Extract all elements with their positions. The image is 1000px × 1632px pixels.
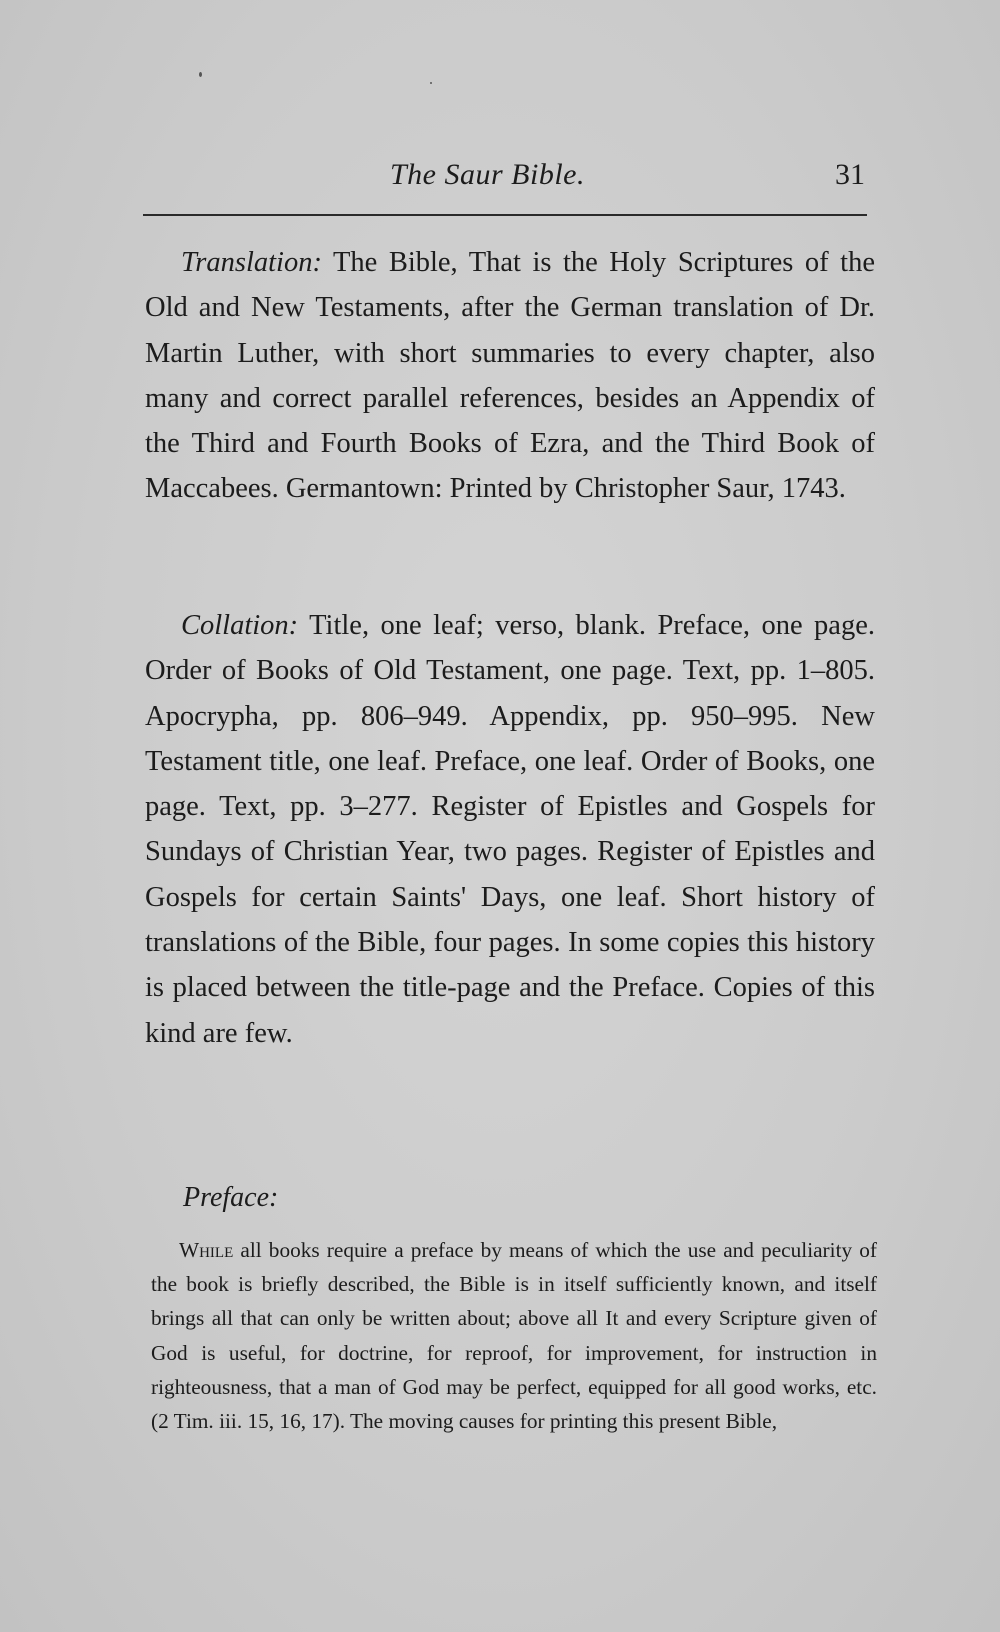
paper-speck	[430, 82, 432, 84]
preface-heading: Preface:	[183, 1182, 279, 1213]
preface-first-word: While	[179, 1238, 234, 1262]
translation-label: Translation:	[181, 247, 322, 278]
running-title: The Saur Bible.	[390, 158, 585, 191]
collation-text: Title, one leaf; verso, blank. Preface, one page. Order of Books of Old Testament, one page. Text, pp. 1–805. Apocrypha, pp. 806–949. Appendix, pp. 950–995. New Testament title, one leaf. Preface, one leaf. Order of Books, one page. Text, pp. 3–277. Register of Epistles and Gospels for Sundays of Christian Year, two pages. Register of Epistles and Gospels for certain Saints' Days, one leaf. Short history of translations of the Bible, four pages. In some copies this history is placed between the title-page and the Preface. Copies of this kind are few.	[145, 610, 875, 1049]
paper-speck	[199, 72, 202, 77]
collation-paragraph	[145, 603, 875, 1056]
preface-paragraph	[151, 1233, 877, 1438]
translation-paragraph	[145, 240, 875, 512]
collation-label: Collation:	[181, 610, 299, 641]
running-header	[145, 158, 865, 198]
header-rule	[143, 214, 867, 216]
preface-text: all books require a preface by means of which the use and peculiarity of the book is briefly described, the Bible is in itself sufficiently known, and itself brings all that can only be written about; above all It and every Scripture given of God is useful, for doctrine, for reproof, for improvement, for instruction in righteousness, that a man of God may be perfect, equipped for all good works, etc. (2 Tim. iii. 15, 16, 17). The moving causes for printing this present Bible,	[151, 1238, 877, 1434]
translation-text: The Bible, That is the Holy Scriptures of the Old and New Testaments, after the German translation of Dr. Martin Luther, with short summaries to every chapter, also many and correct parallel references, besides an Appendix of the Third and Fourth Books of Ezra, and the Third Book of Maccabees. Germantown: Printed by Christopher Saur, 1743.	[145, 247, 875, 505]
page-number: 31	[835, 158, 865, 191]
